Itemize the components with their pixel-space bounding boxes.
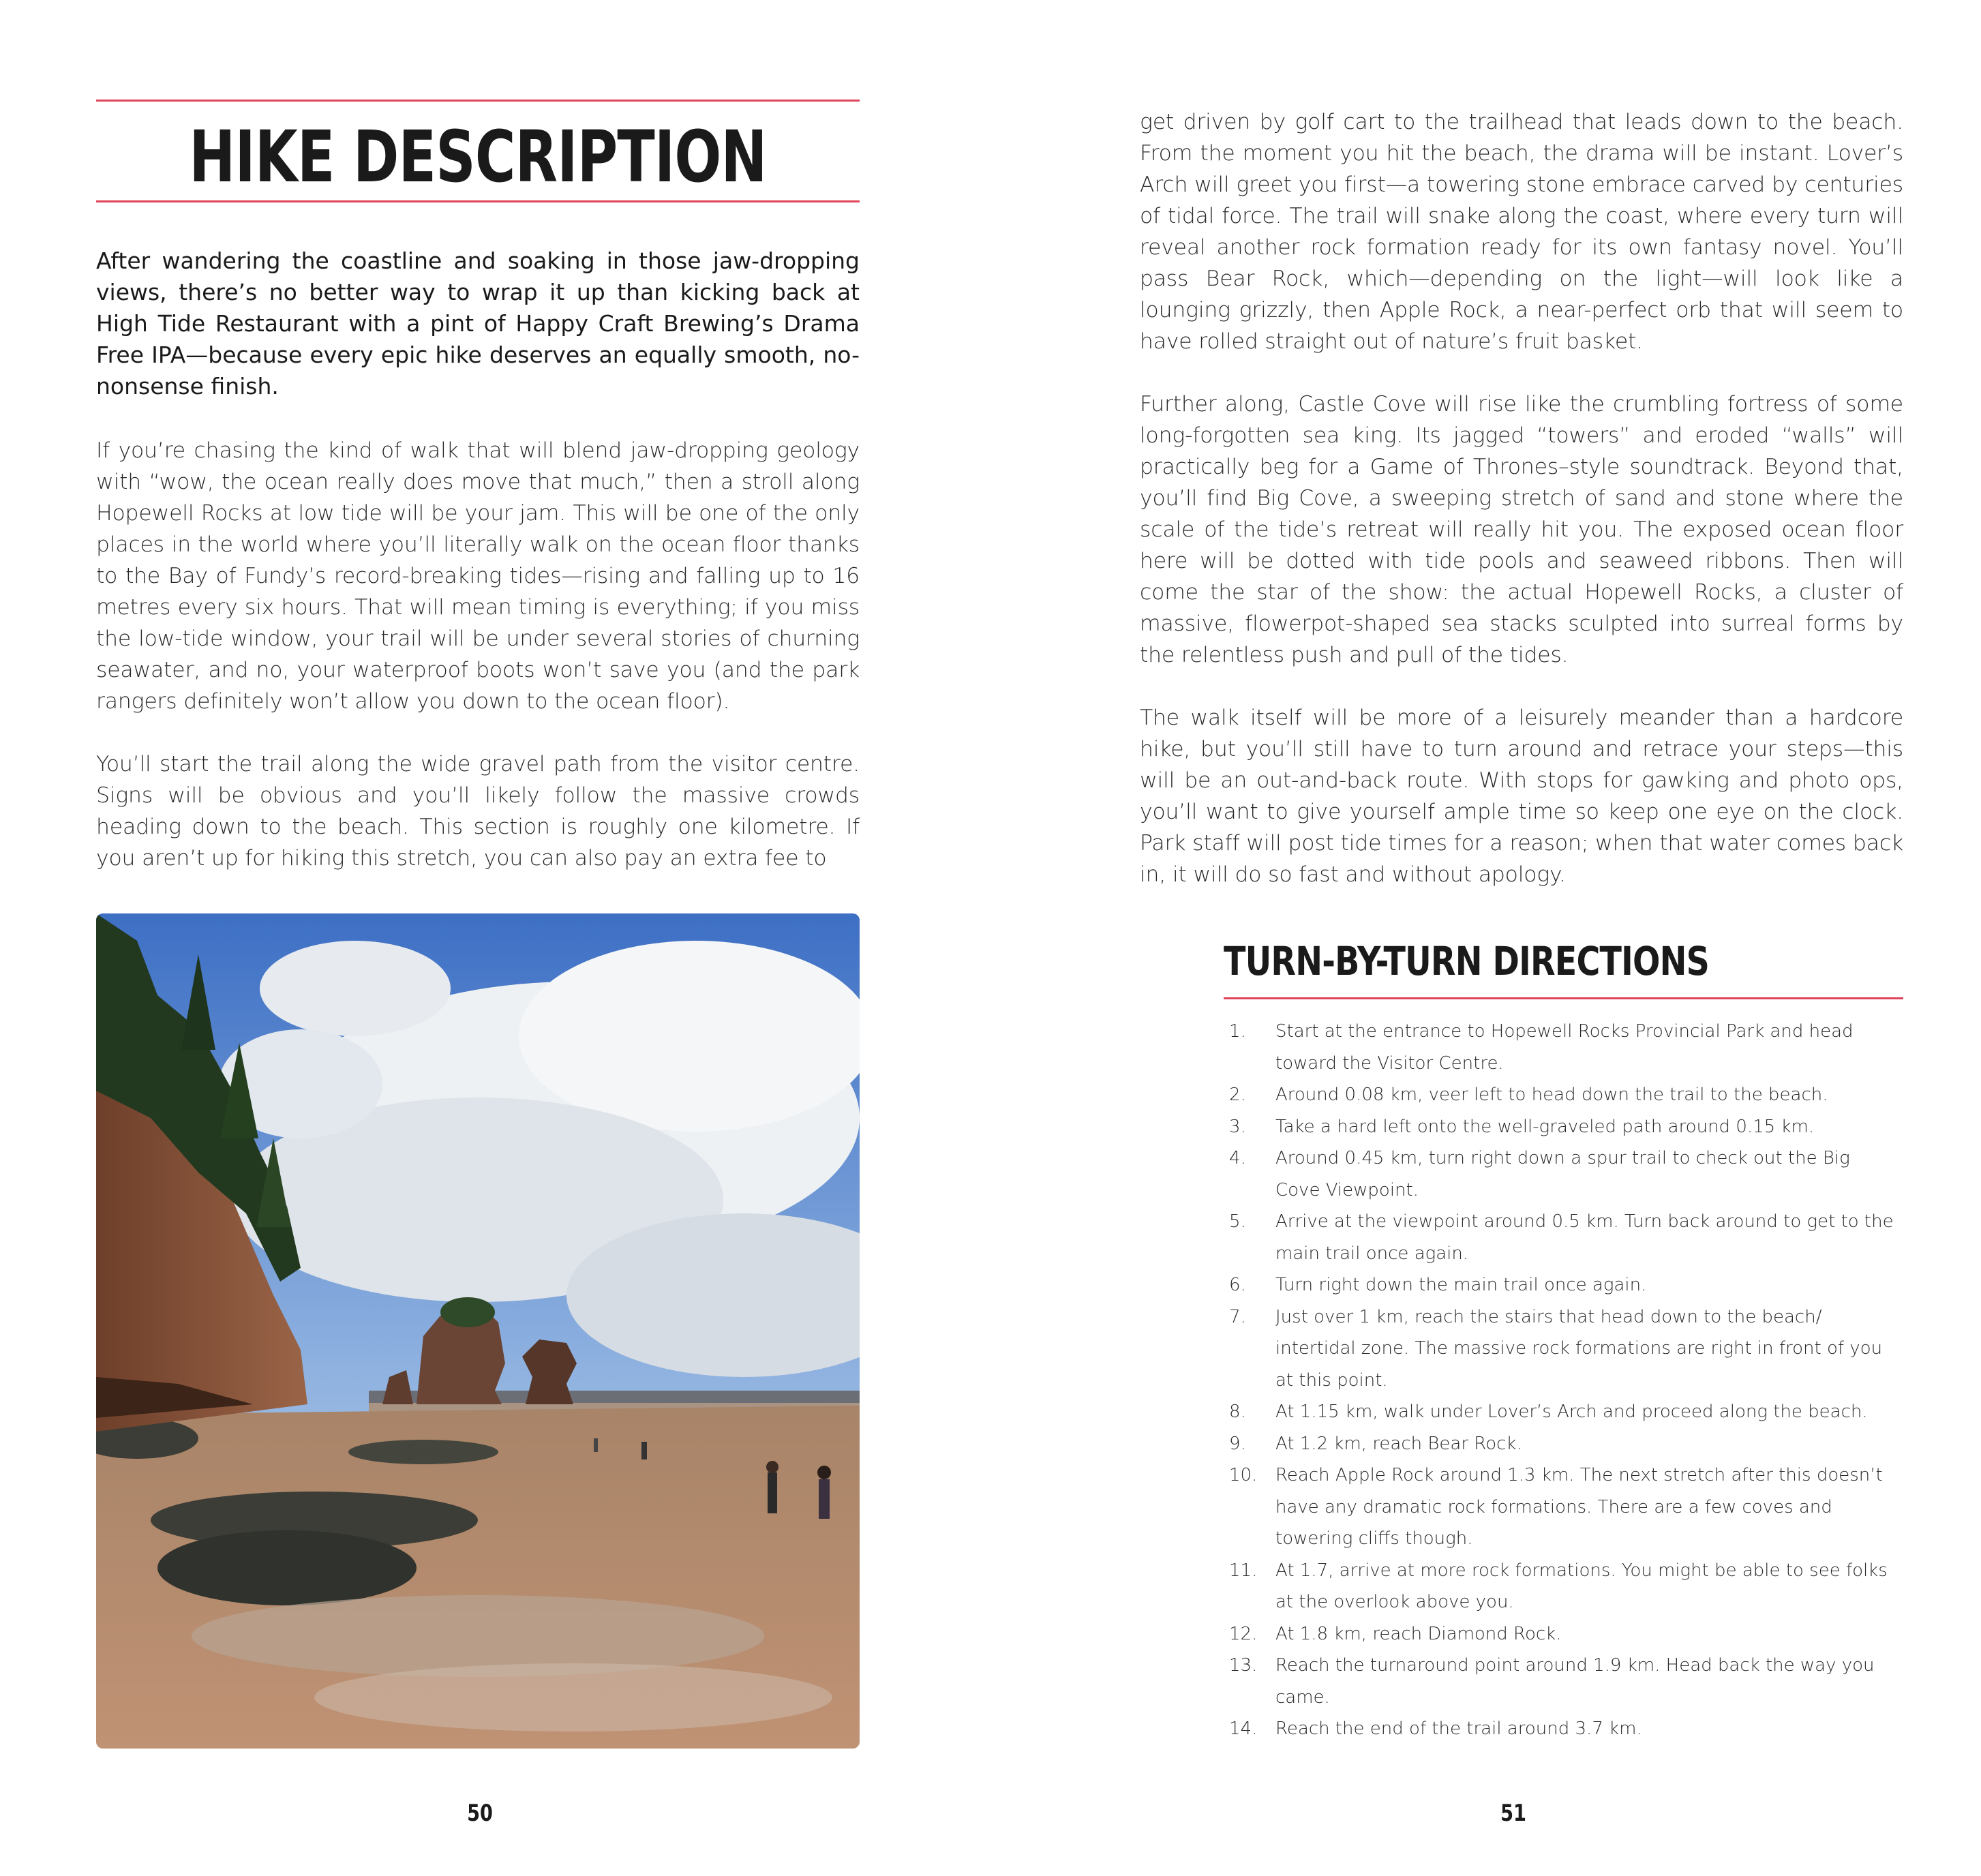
directions-list bbox=[1224, 1016, 1899, 1745]
body-paragraph-1: If you’re chasing the kind of walk that will blend jaw-dropping geology with “wow, the ocean really does move that much,” then a stroll along Hopewell Rocks at low tide will be your jam. This will be one of the only places in the world where you’ll literally walk on the ocean floor thanks to the Bay of Fundy’s record-breaking tides—rising and falling up to 16 metres every six hours. That will mean timing is everything; if you miss the low-tide window, your trail will be under several stories of churning seawater, and no, your waterproof boots won’t save you (and the park rangers definitely won’t allow you down to the ocean floor). bbox=[96, 438, 860, 714]
hopewell-rocks-photo bbox=[96, 913, 860, 1749]
direction-item: 4. Around 0.45 km, turn right down a spur trail to check out the Big Cove Viewpoint. bbox=[1229, 1148, 1850, 1200]
page-number-left: 50 bbox=[467, 1800, 493, 1827]
directions-rule bbox=[1224, 997, 1903, 999]
body-paragraph-5: The walk itself will be more of a leisurely meander than a hardcore hike, but you’ll still have to turn around and retrace your steps—this will be an out-and-back route. With stops for gawking and photo ops, you’ll want to give yourself ample time so keep one eye on the clock. Park staff will post tide times for a reason; when that water comes back in, it will do so fast and without apology. bbox=[1140, 706, 1903, 887]
direction-item: 7. Just over 1 km, reach the stairs that head down to the beach/ intertidal zone. The massive rock formations are right in front of you at this point. bbox=[1229, 1306, 1883, 1391]
directions-title: TURN-BY-TURN DIRECTIONS bbox=[1224, 938, 1710, 984]
direction-item: 13. Reach the turnaround point around 1.9 km. Head back the way you came. bbox=[1229, 1655, 1875, 1708]
direction-item: 5. Arrive at the viewpoint around 0.5 km. Turn back around to get to the main trail once again. bbox=[1229, 1211, 1894, 1264]
direction-item: 9. At 1.2 km, reach Bear Rock. bbox=[1229, 1433, 1522, 1454]
page-title: HIKE DESCRIPTION bbox=[189, 115, 767, 198]
direction-item: 12. At 1.8 km, reach Diamond Rock. bbox=[1229, 1623, 1562, 1644]
body-paragraph-3: get driven by golf cart to the trailhead that leads down to the beach. From the moment you hit the beach, the drama will be instant. Lover’s Arch will greet you first—a towering stone embrace carved by centuries of tidal force. The trail will snake along the coast, where every turn will reveal another rock formation ready for its own fantasy novel. You’ll pass Bear Rock, which—depending on the light—will look like a lounging grizzly, then Apple Rock, a near-perfect orb that will seem to have rolled straight out of nature’s fruit basket. bbox=[1140, 110, 1903, 354]
direction-item: 11. At 1.7, arrive at more rock formations. You might be able to see folks at the overlook above you. bbox=[1229, 1560, 1888, 1612]
page-number-right: 51 bbox=[1500, 1800, 1526, 1827]
body-paragraph-4: Further along, Castle Cove will rise like the crumbling fortress of some long-forgotten sea king. Its jagged “towers” and eroded “walls” will practically beg for a Game of Thrones–style soundtrack. Beyond that, you’ll find Big Cove, a sweeping stretch of sand and stone where the scale of the tide’s retreat will really hit you. The exposed ocean floor here will be dotted with tide pools and seaweed ribbons. Then will come the star of the show: the actual Hopewell Rocks, a cluster of massive, flowerpot-shaped sea stacks sculpted into surreal forms by the relentless push and pull of the tides. bbox=[1140, 392, 1903, 667]
direction-item: 8. At 1.15 km, walk under Lover’s Arch and proceed along the beach. bbox=[1229, 1402, 1868, 1422]
title-bottom-rule bbox=[96, 200, 860, 202]
intro-paragraph: After wandering the coastline and soaking in those jaw-dropping views, there’s no better way to wrap it up than kicking back at High Tide Restaurant with a pint of Happy Craft Brewing’s Drama Free IPA—because every epic hike deserves an equally smooth, no-nonsense finish. bbox=[96, 247, 860, 399]
left-page bbox=[0, 0, 990, 1876]
direction-item: 6. Turn right down the main trail once again. bbox=[1229, 1275, 1647, 1295]
direction-item: 14. Reach the end of the trail around 3.7 km. bbox=[1229, 1719, 1642, 1739]
body-paragraph-2: You’ll start the trail along the wide gravel path from the visitor centre. Signs will be obvious and you’ll likely follow the massive crowds heading down to the beach. This section is roughly one kilometre. If you aren’t up for hiking this stretch, you can also pay an extra fee to bbox=[96, 752, 860, 871]
title-top-rule bbox=[96, 100, 860, 102]
direction-item: 1. Start at the entrance to Hopewell Rocks Provincial Park and head toward the Visitor Centre. bbox=[1229, 1021, 1854, 1074]
direction-item: 2. Around 0.08 km, veer left to head down the trail to the beach. bbox=[1229, 1085, 1828, 1105]
direction-item: 3. Take a hard left onto the well-graveled path around 0.15 km. bbox=[1229, 1116, 1815, 1137]
direction-item: 10. Reach Apple Rock around 1.3 km. The next stretch after this doesn’t have any dramatic rock formations. There are a few coves and towering cliffs though. bbox=[1229, 1465, 1883, 1549]
